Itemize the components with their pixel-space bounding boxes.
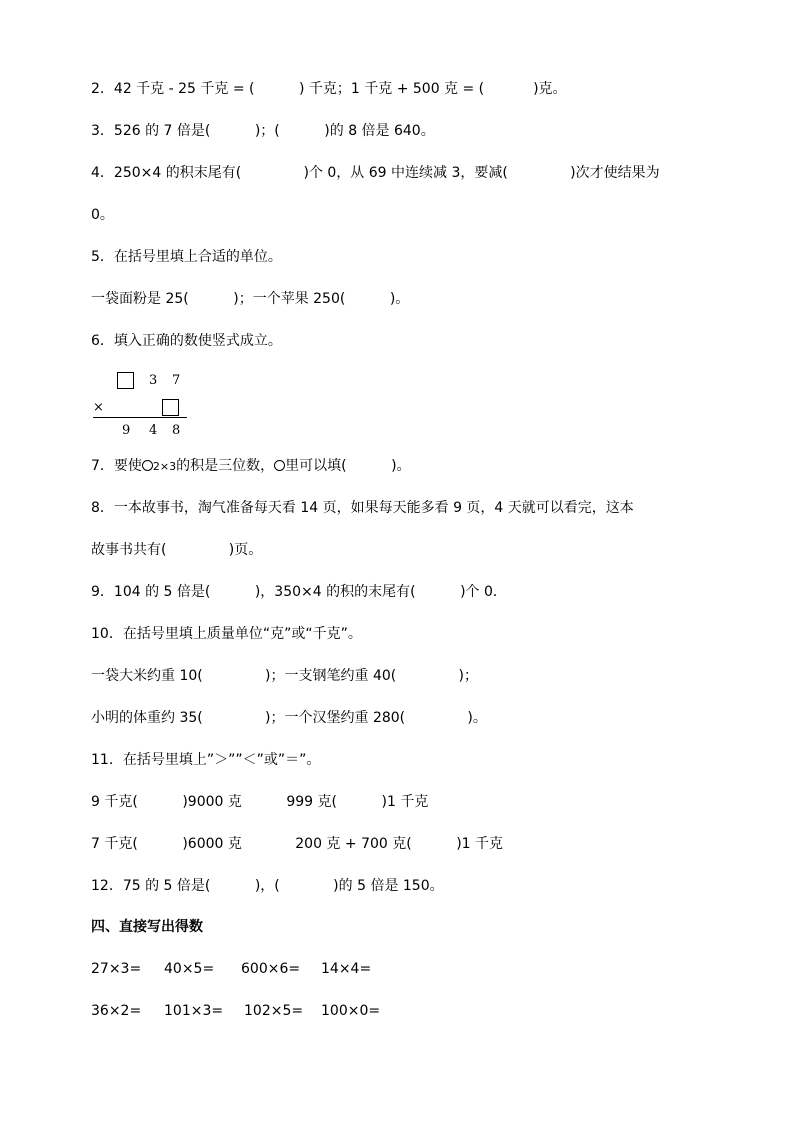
digit-result-4: 4 — [149, 423, 158, 438]
question-12: 12．75 的 5 倍是( )，( )的 5 倍是 150。 — [91, 878, 444, 894]
circle-placeholder-icon — [142, 460, 153, 471]
calc-item: 27×3= — [91, 961, 142, 977]
question-8-continued: 故事书共有( )页。 — [91, 542, 263, 558]
q7-middle: 的积是三位数， — [176, 458, 275, 474]
section-title: 四、直接写出得数 — [91, 919, 203, 935]
blank-box-top — [117, 372, 134, 389]
question-3: 3．526 的 7 倍是( )；( )的 8 倍是 640。 — [91, 123, 435, 139]
digit-top-7: 7 — [172, 373, 181, 388]
times-sign: × — [93, 400, 104, 415]
q7-expression: 2×3 — [152, 460, 177, 473]
question-5-content: 一袋面粉是 25( )；一个苹果 250( )。 — [91, 291, 410, 307]
question-4-continued: 0。 — [91, 207, 114, 223]
calc-item: 102×5= — [244, 1003, 304, 1019]
question-8: 8．一本故事书，淘气准备每天看 14 页，如果每天能多看 9 页，4 天就可以看完，这本 — [91, 500, 634, 516]
question-6: 6．填入正确的数使竖式成立。 — [91, 333, 282, 349]
blank-box-multiplier — [162, 399, 179, 416]
question-10-row-2: 小明的体重约 35( )；一个汉堡约重 280( )。 — [91, 710, 487, 726]
question-5: 5．在括号里填上合适的单位。 — [91, 249, 282, 265]
question-7 — [91, 457, 411, 476]
calc-item: 600×6= — [241, 961, 301, 977]
calc-item: 36×2= — [91, 1003, 142, 1019]
question-2: 2．42 千克 - 25 千克 = ( ) 千克；1 千克 + 500 克 = ( )克。 — [91, 81, 567, 97]
calc-item: 40×5= — [164, 961, 215, 977]
digit-top-3: 3 — [149, 373, 158, 388]
vertical-multiplication — [91, 370, 191, 440]
question-11-row-2: 7 千克( )6000 克 200 克 + 700 克( )1 千克 — [91, 836, 504, 852]
question-4: 4．250×4 的积末尾有( )个 0，从 69 中连续减 3，要减( )次才使结果为 — [91, 165, 660, 181]
calc-item: 101×3= — [164, 1003, 224, 1019]
digit-result-9: 9 — [122, 423, 131, 438]
circle-placeholder-icon — [274, 460, 285, 471]
vertical-rule — [93, 417, 187, 418]
question-9: 9．104 的 5 倍是( )，350×4 的积的末尾有( )个 0． — [91, 584, 507, 600]
question-10: 10．在括号里填上质量单位“克”或“千克”。 — [91, 626, 362, 642]
q7-prefix: 7．要使 — [91, 458, 142, 474]
question-10-row-1: 一袋大米约重 10( )；一支钢笔约重 40( )； — [91, 668, 478, 684]
digit-result-8: 8 — [172, 423, 181, 438]
calc-item: 14×4= — [321, 961, 372, 977]
question-11: 11．在括号里填上”＞””＜”或”＝”。 — [91, 752, 321, 768]
calc-item: 100×0= — [321, 1003, 381, 1019]
question-11-row-1: 9 千克( )9000 克 999 克( )1 千克 — [91, 794, 429, 810]
q7-suffix: 里可以填( )。 — [285, 458, 411, 474]
